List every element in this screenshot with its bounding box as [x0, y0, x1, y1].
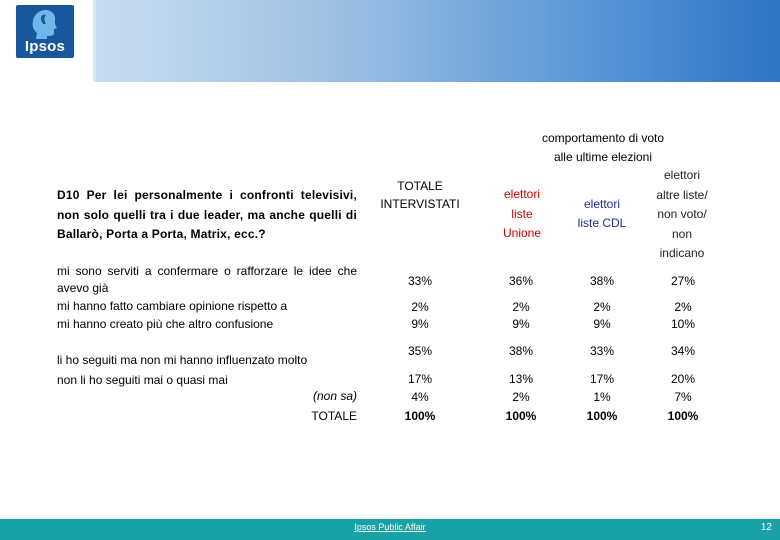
column-header-unione [483, 185, 561, 244]
row-label: (non sa) [312, 389, 357, 403]
column-header-line: liste CDL [577, 216, 627, 230]
column-header-altre [642, 166, 722, 264]
table-cell: 9% [512, 317, 530, 331]
column-header-line: INTERVISTATI [380, 197, 460, 211]
table-cell: 35% [407, 344, 433, 358]
table-cell: 34% [670, 344, 696, 358]
table-cell: 38% [508, 344, 534, 358]
row-label-total: TOTALE [311, 409, 357, 423]
gradient-banner [96, 0, 780, 82]
table-cell: 27% [670, 274, 696, 288]
question-text: D10 Per lei personalmente i confronti televisivi, non solo quelli tra i due leader, ma anche quelli di Ballarò, Porta a Porta, Matrix, ecc.? [57, 188, 357, 241]
table-cell: 7% [674, 390, 692, 404]
table-cell: 2% [593, 300, 611, 314]
column-header-line: indicano [659, 246, 705, 260]
table-cell: 9% [593, 317, 611, 331]
column-header-line: liste [511, 206, 533, 221]
footer-bar [0, 519, 780, 540]
table-cell: 2% [674, 300, 692, 314]
table-cell: 36% [508, 274, 534, 288]
ipsos-logo [16, 5, 74, 58]
footer-link[interactable]: Ipsos Public Affair [354, 522, 426, 532]
table-cell: 10% [670, 317, 696, 331]
column-header-line: elettori [663, 168, 701, 182]
column-header-line: non voto/ [657, 207, 707, 221]
row-label: li ho seguiti ma non mi hanno influenzato molto [57, 353, 308, 367]
row-label: mi hanno fatto cambiare opinione rispetto a [57, 299, 288, 313]
table-cell: 17% [407, 372, 433, 386]
table-cell: 2% [512, 300, 530, 314]
table-cell-total: 100% [404, 409, 436, 423]
head-silhouette-icon [32, 9, 58, 39]
page-number: 12 [760, 522, 772, 533]
table-cell: 38% [589, 274, 615, 288]
row-label: mi sono serviti a confermare o rafforzare le idee che avevo già [57, 264, 357, 295]
column-header-line: altre liste/ [656, 187, 708, 202]
table-cell: 33% [589, 344, 615, 358]
column-header-line: elettori [503, 187, 541, 201]
table-cell: 9% [411, 317, 429, 331]
table-cell: 4% [411, 390, 429, 404]
column-group-line-1: comportamento di voto [541, 131, 665, 145]
header-banner [0, 0, 780, 82]
table-cell: 20% [670, 372, 696, 386]
row-label: mi hanno creato più che altro confusione [57, 317, 274, 331]
column-group-header [486, 129, 720, 166]
column-header-totale [365, 177, 475, 213]
column-header-line: non [671, 226, 693, 241]
column-header-cdl [563, 195, 641, 233]
column-header-line: elettori [583, 197, 621, 211]
table-cell-total: 100% [667, 409, 699, 423]
table-cell-total: 100% [586, 409, 618, 423]
table-cell-total: 100% [505, 409, 537, 423]
column-header-line: TOTALE [397, 179, 443, 193]
logo-panel [0, 0, 93, 82]
table-cell: 1% [593, 390, 611, 404]
column-group-line-2: alle ultime elezioni [553, 149, 653, 164]
table-cell: 13% [508, 372, 534, 386]
table-cell: 17% [589, 372, 615, 386]
table-cell: 2% [512, 390, 530, 404]
table-cell: 33% [407, 274, 433, 288]
row-label: non li ho seguiti mai o quasi mai [57, 373, 228, 387]
table-cell: 2% [411, 300, 429, 314]
column-header-line: Unione [502, 226, 542, 240]
logo-text: Ipsos [24, 38, 66, 55]
